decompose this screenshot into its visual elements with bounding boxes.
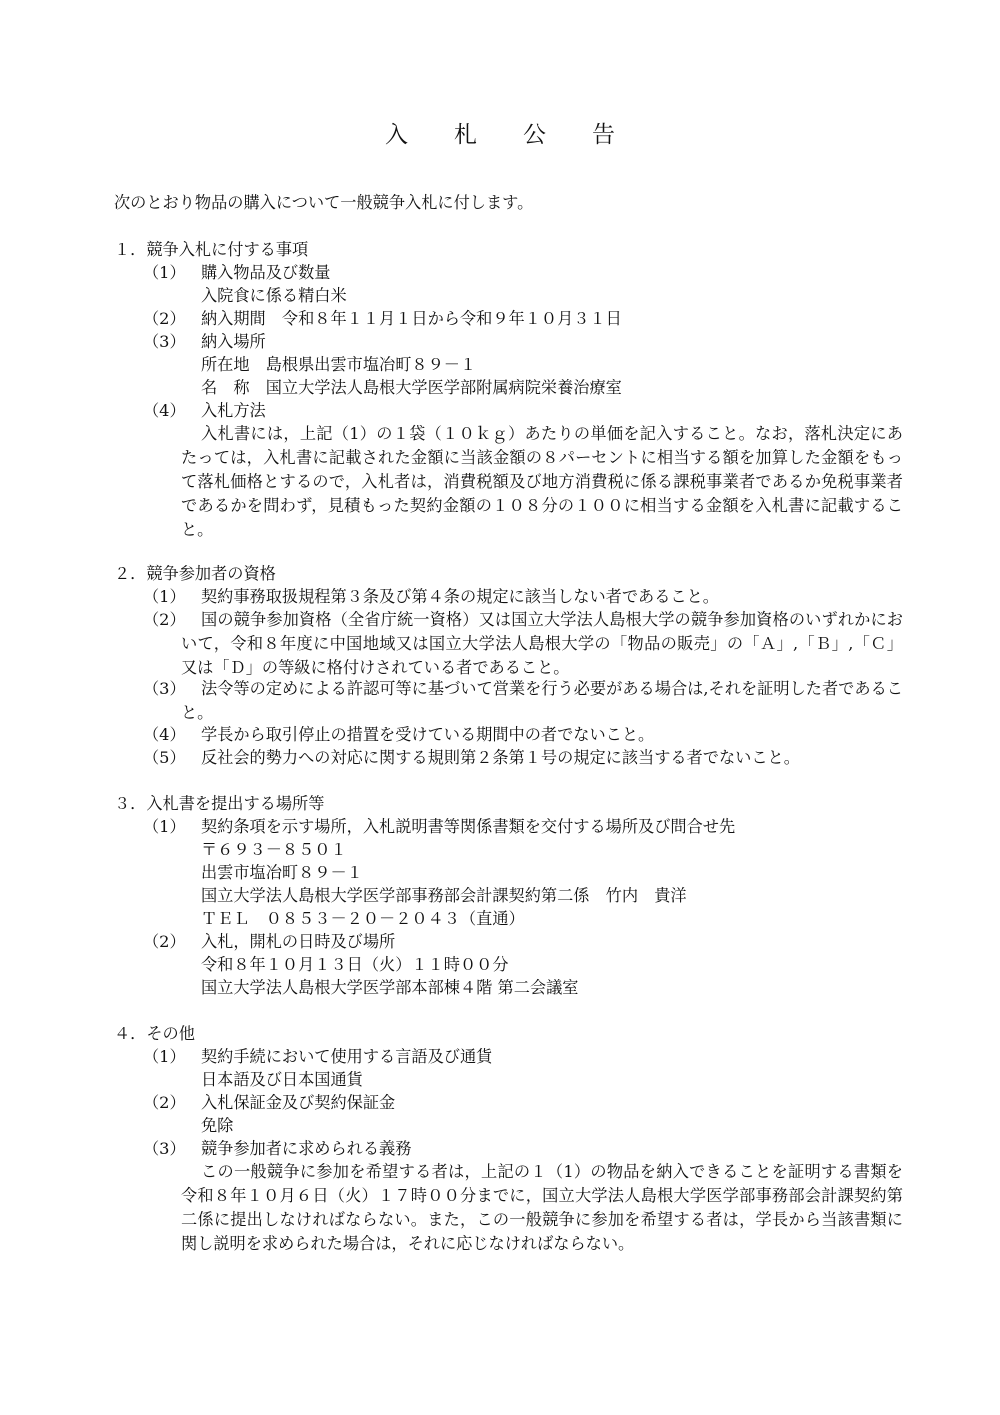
address: 出雲市塩冶町８９－１ xyxy=(201,863,363,882)
item-label: 入札保証金及び契約保証金 xyxy=(201,1093,396,1112)
title-char: 公 xyxy=(523,122,546,148)
item-value: 免除 xyxy=(201,1116,234,1135)
item-number: （1） xyxy=(143,817,186,836)
item-text: 国の競争参加資格（全省庁統一資格）又は国立大学法人島根大学の競争参加資格のいずれかにおいて，令和８年度に中国地域又は国立大学法人島根大学の「物品の販売」の「Ａ」,「Ｂ」,「Ｃ」又は「Ｄ」の等級に格付けされている者であること。 xyxy=(181,610,903,677)
title-char: 告 xyxy=(592,122,615,148)
item-number: （2） xyxy=(143,309,186,328)
contact-office: 国立大学法人島根大学医学部事務部会計課契約第二係 竹内 貴洋 xyxy=(201,886,687,905)
item-text: 契約事務取扱規程第３条及び第４条の規定に該当しない者であること。 xyxy=(201,587,719,606)
item-number: （4） xyxy=(143,725,186,744)
document-title xyxy=(0,116,1000,149)
title-char: 入 xyxy=(385,122,408,148)
section-2-heading: ２．競争参加者の資格 xyxy=(114,564,276,583)
item-number: （4） xyxy=(143,401,186,420)
section-1-heading: １．競争入札に付する事項 xyxy=(114,240,309,259)
intro-text: 次のとおり物品の購入について一般競争入札に付します。 xyxy=(114,193,534,212)
opening-place: 国立大学法人島根大学医学部本部棟４階 第二会議室 xyxy=(201,978,579,997)
title-char: 札 xyxy=(454,122,477,148)
item-number: （3） xyxy=(143,679,186,698)
postal-code: 〒６９３－８５０１ xyxy=(201,840,347,859)
delivery-name: 名 称 国立大学法人島根大学医学部附属病院栄養治療室 xyxy=(201,378,622,397)
item-number: （2） xyxy=(143,932,186,951)
item-value: 入院食に係る精白米 xyxy=(201,286,347,305)
item-number: （3） xyxy=(143,1139,186,1158)
item-text: 学長から取引停止の措置を受けている期間中の者でないこと。 xyxy=(201,725,655,744)
item-number: （1） xyxy=(143,587,186,606)
item-label: 契約条項を示す場所，入札説明書等関係書類を交付する場所及び問合せ先 xyxy=(201,817,736,836)
opening-datetime: 令和８年１０月１３日（火）１１時００分 xyxy=(201,955,509,974)
item-value: 日本語及び日本国通貨 xyxy=(201,1070,363,1089)
item-number: （1） xyxy=(143,1047,186,1066)
item-label: 入札，開札の日時及び場所 xyxy=(201,932,396,951)
item-number: （1） xyxy=(143,263,186,282)
item-text: 法令等の定めによる許認可等に基づいて営業を行う必要がある場合は,それを証明した者であること。 xyxy=(181,679,903,722)
item-label: 納入場所 xyxy=(201,332,266,351)
item-text: 反社会的勢力への対応に関する規則第２条第１号の規定に該当する者でないこと。 xyxy=(201,748,800,767)
section-3-heading: ３．入札書を提出する場所等 xyxy=(114,794,325,813)
item-number: （5） xyxy=(143,748,186,767)
item-number: （2） xyxy=(143,1093,186,1112)
item-number: （3） xyxy=(143,332,186,351)
item-label: 購入物品及び数量 xyxy=(201,263,331,282)
contact-tel: ＴＥＬ ０８５３－２０－２０４３（直通） xyxy=(201,909,525,928)
item-label: 契約手続において使用する言語及び通貨 xyxy=(201,1047,493,1066)
item-number: （2） xyxy=(143,610,186,629)
obligation-text: この一般競争に参加を希望する者は，上記の１（1）の物品を納入できることを証明する書類を令和８年１０月６日（火）１７時００分までに，国立大学法人島根大学医学部事務部会計課契約第二係に提出しなければならない。また，この一般競争に参加を希望する者は，学長から当該書類に関し説明を求められた場合は，それに応じなければならない。 xyxy=(181,1162,903,1253)
bidding-method-text: 入札書には，上記（1）の１袋（１０ｋｇ）あたりの単価を記入すること。なお，落札決定にあたっては，入札書に記載された金額に当該金額の８パーセントに相当する額を加算した金額をもって落札価格とするので，入札者は，消費税額及び地方消費税に係る課税事業者であるか免税事業者であるかを問わず，見積もった契約金額の１０８分の１００に相当する金額を入札書に記載すること。 xyxy=(181,424,903,539)
item-label: 競争参加者に求められる義務 xyxy=(201,1139,412,1158)
item-label: 入札方法 xyxy=(201,401,266,420)
section-4-heading: ４．その他 xyxy=(114,1024,195,1043)
item-label: 納入期間 令和８年１１月１日から令和９年１０月３１日 xyxy=(201,309,622,328)
delivery-location: 所在地 島根県出雲市塩冶町８９－１ xyxy=(201,355,477,374)
